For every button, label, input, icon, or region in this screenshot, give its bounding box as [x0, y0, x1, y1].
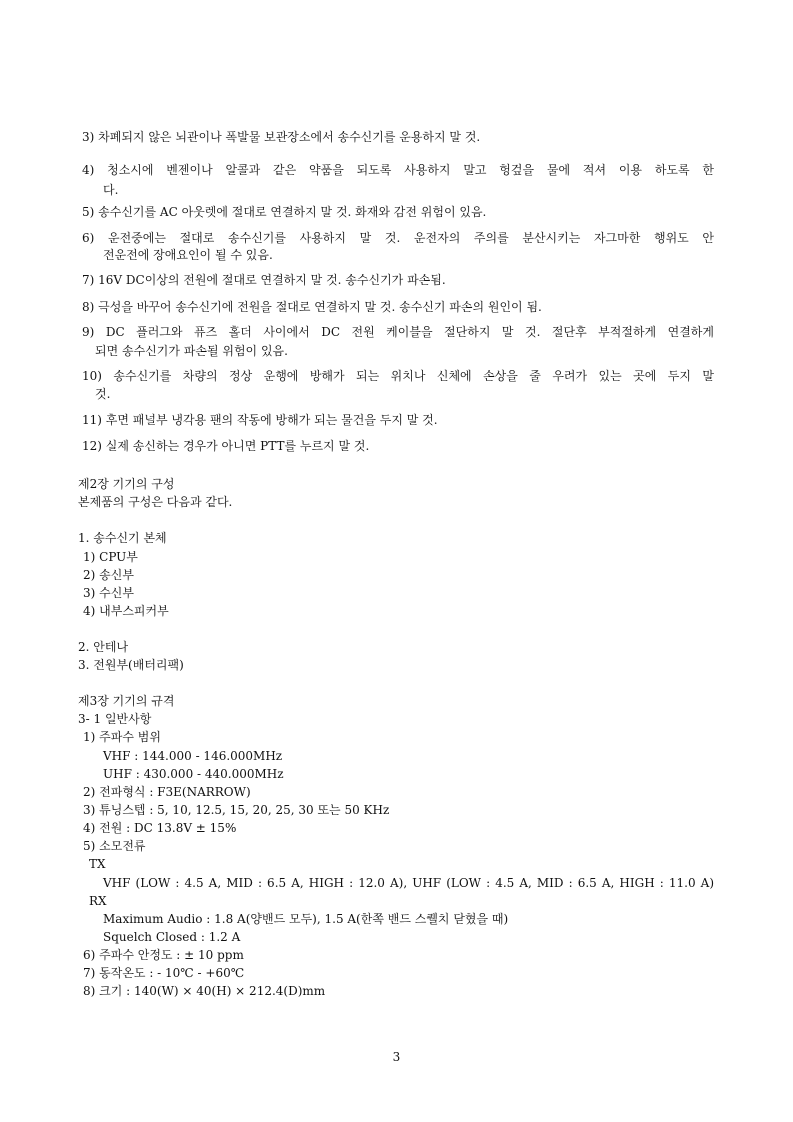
spec-tx-values: VHF (LOW : 4.5 A, MID : 6.5 A, HIGH : 12.0 A), UHF (LOW : 4.5 A, MID : 6.5 A, HIGH : 11.0 A) [103, 876, 714, 890]
spec-rx-label: RX [89, 894, 107, 908]
chapter2-intro: 본제품의 구성은 다음과 같다. [78, 495, 233, 509]
precaution-item-12: 12) 실제 송신하는 경우가 아니면 PTT를 누르지 말 것. [82, 439, 370, 453]
chapter2-title: 제2장 기기의 구성 [78, 477, 175, 491]
spec-operating-temperature: 7) 동작온도 : - 10℃ - +60℃ [83, 966, 245, 980]
spec-emission: 2) 전파형식 : F3E(NARROW) [83, 785, 251, 799]
chapter2-item3: 3. 전원부(배터리팩) [78, 658, 184, 672]
spec-uhf-range: UHF : 430.000 - 440.000MHz [103, 767, 284, 781]
precaution-item-4: 4) 청소시에 벤젠이나 알콜과 같은 약품을 되도록 사용하지 말고 헝겊을 물에 적셔 이용 하도록 한 [82, 163, 714, 177]
precaution-item-4-cont: 다. [103, 183, 119, 197]
chapter2-subitem-speaker: 4) 내부스피커부 [83, 604, 169, 618]
chapter2-subitem-rx: 3) 수신부 [83, 586, 134, 600]
spec-vhf-range: VHF : 144.000 - 146.000MHz [103, 749, 283, 763]
spec-rx-max-audio: Maximum Audio : 1.8 A(양밴드 모두), 1.5 A(한쪽 밴드 스퀠치 닫혔을 때) [103, 912, 509, 926]
spec-frequency-stability: 6) 주파수 안정도 : ± 10 ppm [83, 948, 244, 962]
spec-size: 8) 크기 : 140(W) × 40(H) × 212.4(D)mm [83, 984, 326, 998]
precaution-item-6-cont: 전운전에 장애요인이 될 수 있음. [103, 248, 273, 262]
precaution-item-7: 7) 16V DC이상의 전원에 절대로 연결하지 말 것. 송수신기가 파손됨. [82, 273, 446, 287]
precaution-item-6: 6) 운전중에는 절대로 송수신기를 사용하지 말 것. 운전자의 주의를 분산시키는 자그마한 행위도 안 [82, 231, 714, 245]
precaution-item-9-cont: 되면 송수신기가 파손될 위험이 있음. [95, 344, 288, 358]
spec-tx-label: TX [89, 857, 106, 871]
precaution-item-10-cont: 것. [95, 387, 111, 401]
precaution-item-10: 10) 송수신기를 차량의 정상 운행에 방해가 되는 위치나 신체에 손상을 줄 우려가 있는 곳에 두지 말 [82, 369, 714, 383]
precaution-item-8: 8) 극성을 바꾸어 송수신기에 전원을 절대로 연결하지 말 것. 송수신기 파손의 원인이 됨. [82, 300, 542, 314]
chapter3-title: 제3장 기기의 규격 [78, 694, 175, 708]
precaution-item-3: 3) 차폐되지 않은 뇌관이나 폭발물 보관장소에서 송수신기를 운용하지 말 것. [82, 130, 481, 144]
chapter2-subitem-tx: 2) 송신부 [83, 568, 134, 582]
precaution-item-9: 9) DC 플러그와 퓨즈 홀더 사이에서 DC 전원 케이블을 절단하지 말 것. 절단후 부적절하게 연결하게 [82, 325, 714, 339]
chapter2-item2: 2. 안테나 [78, 640, 129, 654]
spec-frequency-range: 1) 주파수 범위 [83, 730, 161, 744]
spec-current: 5) 소모전류 [83, 839, 146, 853]
spec-rx-squelch: Squelch Closed : 1.2 A [103, 930, 241, 944]
chapter3-section: 3- 1 일반사항 [78, 712, 152, 726]
spec-power: 4) 전원 : DC 13.8V ± 15% [83, 821, 237, 835]
spec-tuning-step: 3) 튜닝스텝 : 5, 10, 12.5, 15, 20, 25, 30 또는 50 KHz [83, 803, 390, 817]
chapter2-subitem-cpu: 1) CPU부 [83, 550, 138, 564]
chapter2-item1: 1. 송수신기 본체 [78, 531, 167, 545]
precaution-item-5: 5) 송수신기를 AC 아웃렛에 절대로 연결하지 말 것. 화재와 감전 위험이 있음. [82, 205, 487, 219]
precaution-item-11: 11) 후면 패널부 냉각용 팬의 작동에 방해가 되는 물건을 두지 말 것. [82, 413, 438, 427]
page-number: 3 [392, 1050, 401, 1064]
